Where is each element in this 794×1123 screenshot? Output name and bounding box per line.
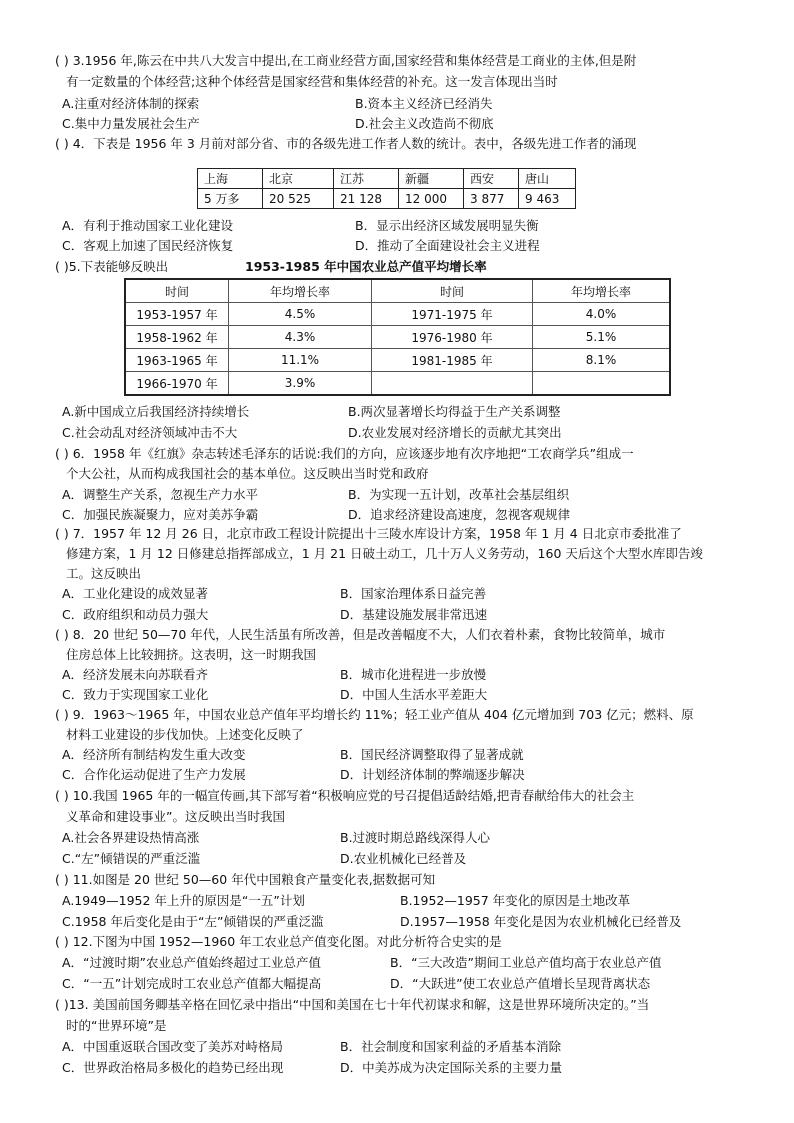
q12-option-c: C．“一五”计划完成时工农业总产值都大幅提高 <box>62 976 322 991</box>
q7-option-c: C．政府组织和动员力强大 <box>62 607 209 622</box>
q7-stem-cont: 修建方案，1 月 12 日修建总指挥部成立，1 月 21 日破土动工，几十万人义务劳动，160 天后这个大型水库即告竣 <box>66 546 703 561</box>
q5-cell <box>533 372 671 396</box>
q4-option-d: D．推动了全面建设社会主义进程 <box>355 238 540 253</box>
q5-cell: 5.1% <box>533 326 671 349</box>
q10-option-a: A.社会各界建设热情高涨 <box>62 830 200 845</box>
table-row <box>125 349 670 372</box>
q4-stem: ( ) 4．下表是 1956 年 3 月前对部分省、市的各级先进工作者人数的统计。表中，各级先进工作者的涌现 <box>55 136 637 151</box>
q5-header-cell: 时间 <box>125 279 229 303</box>
q5-cell: 4.3% <box>229 326 372 349</box>
q5-table <box>124 278 671 396</box>
q4-cell: 西安 <box>464 169 519 189</box>
q5-cell: 1976-1980 年 <box>372 326 533 349</box>
q13-stem: ( )13. 美国前国务卿基辛格在回忆录中指出“中国和美国在七十年代初谋求和解，这是世界环境所决定的。”当 <box>55 997 650 1012</box>
q6-stem-cont: 个大公社，从而构成我国社会的基本单位。这反映出当时党和政府 <box>66 466 429 481</box>
q10-option-d: D.农业机械化已经普及 <box>340 851 467 866</box>
q4-cell: 12 000 <box>399 189 464 209</box>
q10-stem: ( ) 10.我国 1965 年的一幅宣传画,其下部写着“积极响应党的号召提倡适龄结婚,把青春献给伟大的社会主 <box>55 788 635 803</box>
q11-stem: ( ) 11.如图是 20 世纪 50—60 年代中国粮食产量变化表,据数据可知 <box>55 872 436 887</box>
q11-option-d: D.1957—1958 年变化是因为农业机械化已经普及 <box>400 914 682 929</box>
q4-cell: 江苏 <box>334 169 399 189</box>
q4-option-b: B．显示出经济区域发展明显失衡 <box>355 218 539 233</box>
q8-option-a: A．经济发展未向苏联看齐 <box>62 667 209 682</box>
q3-option-a: A.注重对经济体制的探索 <box>62 96 200 111</box>
q9-option-b: B．国民经济调整取得了显著成就 <box>340 747 524 762</box>
q12-option-a: A．“过渡时期”农业总产值始终超过工业总产值 <box>62 955 322 970</box>
q7-option-a: A．工业化建设的成效显著 <box>62 586 209 601</box>
q13-stem-cont: 时的“世界环境”是 <box>66 1018 167 1033</box>
q5-cell: 11.1% <box>229 349 372 372</box>
q7-stem: ( ) 7．1957 年 12 月 26 日，北京市政工程设计院提出十三陵水库设计方案，1958 年 1 月 4 日北京市委批准了 <box>55 526 682 541</box>
q11-option-b: B.1952—1957 年变化的原因是土地改革 <box>400 893 631 908</box>
q4-table-value-row <box>198 189 576 209</box>
q5-header-cell: 年均增长率 <box>229 279 372 303</box>
q4-cell: 21 128 <box>334 189 399 209</box>
q4-option-a: A．有利于推动国家工业化建设 <box>62 218 234 233</box>
q7-option-b: B．国家治理体系日益完善 <box>340 586 487 601</box>
q11-option-c: C.1958 年后变化是由于“左”倾错误的严重泛滥 <box>62 914 324 929</box>
q5-cell: 4.5% <box>229 303 372 326</box>
q8-stem: ( ) 8．20 世纪 50—70 年代，人民生活虽有所改善，但是改善幅度不大，人们衣着朴素，食物比较简单，城市 <box>55 627 666 642</box>
q9-stem: ( ) 9．1963～1965 年，中国农业总产值年平均增长约 11%；轻工业产值从 404 亿元增加到 703 亿元；燃料、原 <box>55 707 694 722</box>
q4-cell: 3 877 <box>464 189 519 209</box>
q8-stem-cont: 住房总体上比较拥挤。这表明，这一时期我国 <box>66 647 317 662</box>
q5-cell: 1981-1985 年 <box>372 349 533 372</box>
q5-cell: 1958-1962 年 <box>125 326 229 349</box>
q5-option-b: B.两次显著增长均得益于生产关系调整 <box>348 404 561 419</box>
q5-cell <box>372 372 533 396</box>
q12-option-d: D．“大跃进”使工农业总产值增长呈现背离状态 <box>390 976 651 991</box>
table-row <box>125 303 670 326</box>
q8-option-c: C．致力于实现国家工业化 <box>62 687 209 702</box>
q3-option-c: C.集中力量发展社会生产 <box>62 116 200 131</box>
q3-option-b: B.资本主义经济已经消失 <box>355 96 493 111</box>
q9-option-c: C．合作化运动促进了生产力发展 <box>62 767 246 782</box>
q10-stem-cont: 义革命和建设事业”。这反映出当时我国 <box>66 809 285 824</box>
q6-option-a: A．调整生产关系，忽视生产力水平 <box>62 487 259 502</box>
q4-table-header-row <box>198 169 576 189</box>
q5-option-a: A.新中国成立后我国经济持续增长 <box>62 404 250 419</box>
q9-option-a: A．经济所有制结构发生重大改变 <box>62 747 246 762</box>
q5-stem: ( )5.下表能够反映出 <box>55 259 169 274</box>
q3-stem-cont: 有一定数量的个体经营;这种个体经营是国家经营和集体经营的补充。这一发言体现出当时 <box>66 74 558 89</box>
q5-cell: 1953-1957 年 <box>125 303 229 326</box>
q7-option-d: D．基建设施发展非常迅速 <box>340 607 488 622</box>
q4-cell: 上海 <box>198 169 263 189</box>
q9-stem-cont: 材料工业建设的步伐加快。上述变化反映了 <box>66 727 304 742</box>
q11-option-a: A.1949—1952 年上升的原因是“一五”计划 <box>62 893 305 908</box>
q5-cell: 1971-1975 年 <box>372 303 533 326</box>
q6-option-b: B．为实现一五计划，改革社会基层组织 <box>348 487 570 502</box>
q5-table-header-row <box>125 279 670 303</box>
q4-cell: 唐山 <box>519 169 576 189</box>
table-row <box>125 326 670 349</box>
q5-cell: 4.0% <box>533 303 671 326</box>
q5-header-cell: 年均增长率 <box>533 279 671 303</box>
q13-option-c: C．世界政治格局多极化的趋势已经出现 <box>62 1060 284 1075</box>
q5-option-c: C.社会动乱对经济领域冲击不大 <box>62 425 238 440</box>
q3-option-d: D.社会主义改造尚不彻底 <box>355 116 494 131</box>
q3-stem: ( ) 3.1956 年,陈云在中共八大发言中提出,在工商业经营方面,国家经营和集体经营是工商业的主体,但是附 <box>55 53 637 68</box>
q6-option-d: D．追求经济建设高速度，忽视客观规律 <box>348 507 571 522</box>
q5-cell: 8.1% <box>533 349 671 372</box>
q7-stem-cont: 工。这反映出 <box>66 566 142 581</box>
q5-cell: 1963-1965 年 <box>125 349 229 372</box>
q12-stem: ( ) 12.下图为中国 1952—1960 年工农业总产值变化图。对此分析符合史实的是 <box>55 934 502 949</box>
q6-stem: ( ) 6．1958 年《红旗》杂志转述毛泽东的话说:我们的方向，应该逐步地有次序地把“工农商学兵”组成一 <box>55 446 634 461</box>
q13-option-b: B．社会制度和国家利益的矛盾基本消除 <box>340 1039 562 1054</box>
q4-cell: 5 万多 <box>198 189 263 209</box>
q6-option-c: C．加强民族凝聚力，应对美苏争霸 <box>62 507 259 522</box>
q9-option-d: D．计划经济体制的弊端逐步解决 <box>340 767 525 782</box>
q10-option-c: C.“左”倾错误的严重泛滥 <box>62 851 201 866</box>
q4-table <box>197 168 576 209</box>
q4-cell: 9 463 <box>519 189 576 209</box>
q13-option-a: A．中国重返联合国改变了美苏对峙格局 <box>62 1039 284 1054</box>
q5-cell: 3.9% <box>229 372 372 396</box>
q4-cell: 20 525 <box>263 189 334 209</box>
q13-option-d: D．中美苏成为决定国际关系的主要力量 <box>340 1060 563 1075</box>
q5-option-d: D.农业发展对经济增长的贡献尤其突出 <box>348 425 562 440</box>
q4-cell: 新疆 <box>399 169 464 189</box>
q12-option-b: B．“三大改造”期间工业总产值均高于农业总产值 <box>390 955 662 970</box>
q5-table-title: 1953-1985 年中国农业总产值平均增长率 <box>245 259 487 274</box>
q8-option-d: D．中国人生活水平差距大 <box>340 687 488 702</box>
q5-cell: 1966-1970 年 <box>125 372 229 396</box>
q10-option-b: B.过渡时期总路线深得人心 <box>340 830 491 845</box>
q4-option-c: C．客观上加速了国民经济恢复 <box>62 238 234 253</box>
q8-option-b: B．城市化进程进一步放慢 <box>340 667 487 682</box>
q4-cell: 北京 <box>263 169 334 189</box>
q5-header-cell: 时间 <box>372 279 533 303</box>
table-row <box>125 372 670 396</box>
